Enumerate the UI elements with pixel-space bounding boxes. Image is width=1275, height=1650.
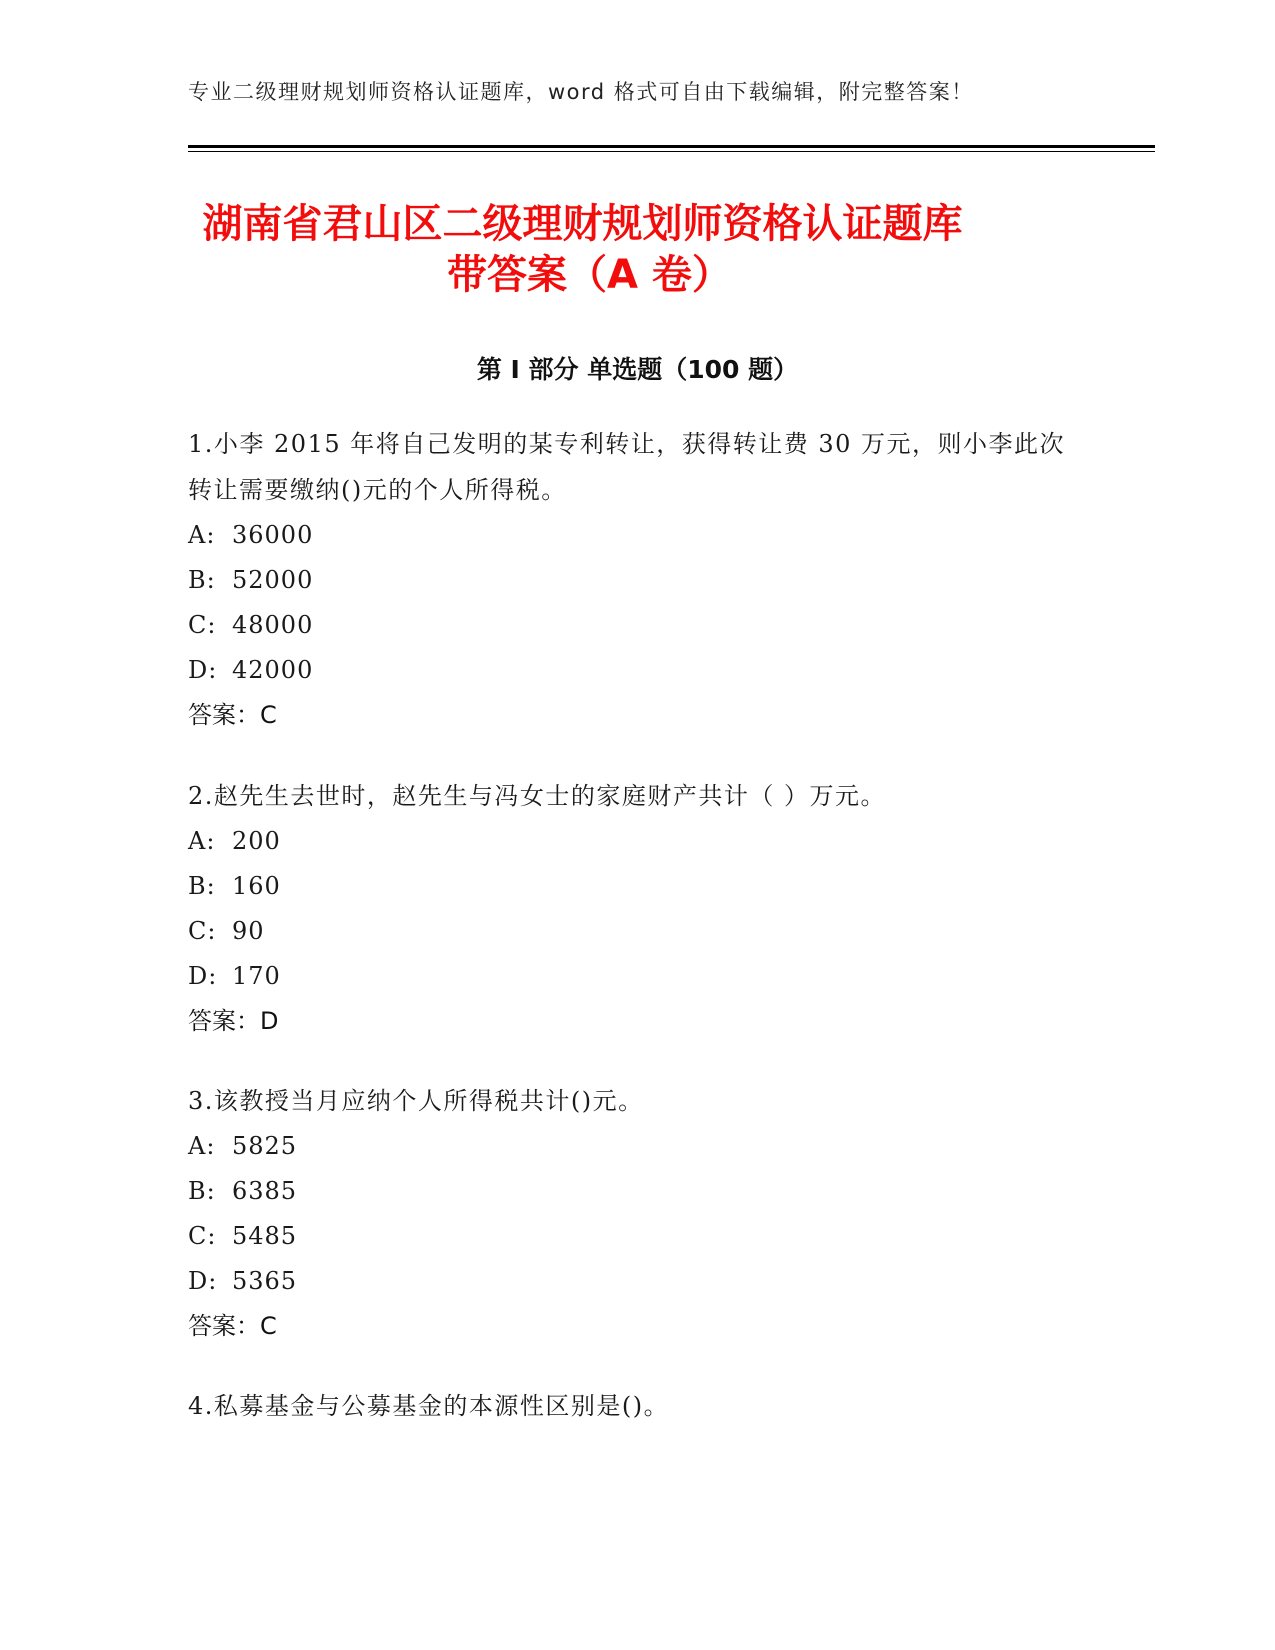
option-value: 48000 bbox=[232, 611, 314, 639]
option-value: 42000 bbox=[232, 656, 314, 684]
question-text: 3.该教授当月应纳个人所得税共计()元。 bbox=[188, 1087, 644, 1115]
document-title-line-1: 湖南省君山区二级理财规划师资格认证题库 bbox=[202, 201, 963, 247]
option-value: 90 bbox=[232, 917, 265, 945]
question-text: 1.小李 2015 年将自己发明的某专利转让，获得转让费 30 万元，则小李此次转让需要缴纳()元的个人所得税。 bbox=[188, 430, 1066, 504]
option-letter: D: bbox=[188, 962, 218, 990]
option-letter: C: bbox=[188, 1222, 217, 1250]
option-letter: B: bbox=[188, 1177, 216, 1205]
header-note: 专业二级理财规划师资格认证题库，word 格式可自由下载编辑，附完整答案！ bbox=[188, 80, 974, 104]
option-value: 170 bbox=[232, 962, 281, 990]
question-4 bbox=[188, 1383, 1078, 1429]
option-value: 5365 bbox=[232, 1267, 298, 1295]
question-2 bbox=[188, 773, 1078, 1044]
option-value: 36000 bbox=[232, 521, 314, 549]
option-a bbox=[188, 819, 1078, 864]
option-letter: B: bbox=[188, 872, 216, 900]
option-b bbox=[188, 864, 1078, 909]
option-letter: C: bbox=[188, 611, 217, 639]
option-letter: D: bbox=[188, 656, 218, 684]
header-divider-thick bbox=[188, 145, 1155, 148]
option-letter: A: bbox=[188, 827, 216, 855]
option-value: 160 bbox=[232, 872, 281, 900]
option-value: 6385 bbox=[232, 1177, 298, 1205]
option-letter: A: bbox=[188, 521, 216, 549]
option-d bbox=[188, 954, 1078, 999]
option-value: 5825 bbox=[232, 1132, 298, 1160]
option-d bbox=[188, 1259, 1078, 1304]
option-letter: A: bbox=[188, 1132, 216, 1160]
answer-line: 答案：C bbox=[188, 701, 277, 729]
answer-line: 答案：D bbox=[188, 1007, 279, 1035]
question-3 bbox=[188, 1078, 1078, 1349]
option-value: 200 bbox=[232, 827, 281, 855]
option-letter: C: bbox=[188, 917, 217, 945]
option-a bbox=[188, 513, 1078, 558]
question-1 bbox=[188, 421, 1078, 738]
header-divider-thin bbox=[188, 151, 1155, 152]
question-text: 4.私募基金与公募基金的本源性区别是()。 bbox=[188, 1392, 670, 1420]
option-c bbox=[188, 909, 1078, 954]
answer-line: 答案：C bbox=[188, 1312, 277, 1340]
question-text: 2.赵先生去世时，赵先生与冯女士的家庭财产共计（ ）万元。 bbox=[188, 782, 887, 810]
option-b bbox=[188, 558, 1078, 603]
option-value: 5485 bbox=[232, 1222, 298, 1250]
option-b bbox=[188, 1169, 1078, 1214]
option-a bbox=[188, 1124, 1078, 1169]
option-value: 52000 bbox=[232, 566, 314, 594]
option-letter: D: bbox=[188, 1267, 218, 1295]
option-c bbox=[188, 1214, 1078, 1259]
option-letter: B: bbox=[188, 566, 216, 594]
option-c bbox=[188, 603, 1078, 648]
option-d bbox=[188, 648, 1078, 693]
section-heading: 第 I 部分 单选题（100 题） bbox=[476, 355, 799, 384]
document-title-line-2: 带答案（A 卷） bbox=[447, 252, 732, 298]
